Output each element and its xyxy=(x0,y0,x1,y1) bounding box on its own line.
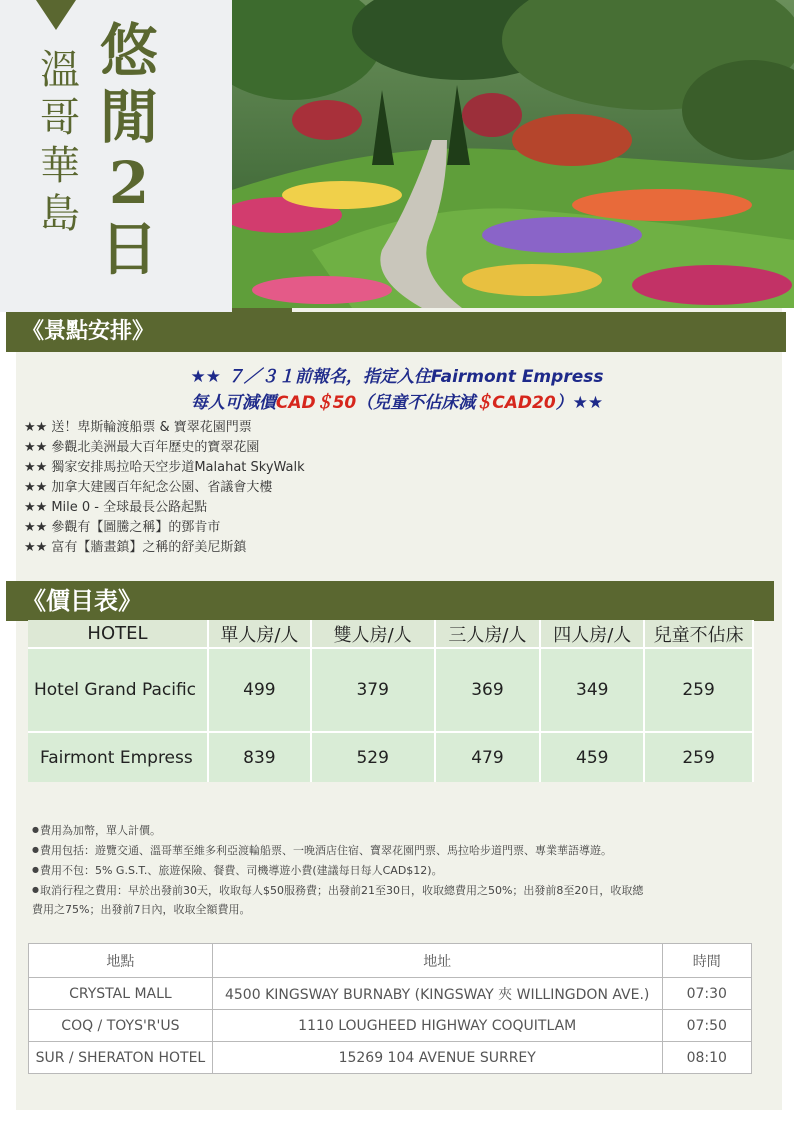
highlight-text: Mile 0 - 全球最長公路起點 xyxy=(51,500,208,515)
promo-line-2 xyxy=(0,390,794,416)
title-char: 悠 xyxy=(99,17,158,85)
highlight-text: 參觀北美洲最大百年歷史的寶翠花園 xyxy=(51,440,260,455)
column-header: HOTEL xyxy=(28,620,208,648)
promo-child-label: （兒童不佔床減 xyxy=(356,393,476,413)
price-cell: 529 xyxy=(311,732,435,782)
promo-discount-label: 每人可減價 xyxy=(190,393,276,413)
city-char: 哥 xyxy=(40,95,80,141)
list-item xyxy=(24,438,305,458)
star-icon: ★★ xyxy=(24,480,48,495)
pickup-time: 08:10 xyxy=(662,1042,751,1074)
column-header: 三人房/人 xyxy=(435,620,541,648)
highlight-text: 獨家安排馬拉哈天空步道Malahat SkyWalk xyxy=(51,460,305,475)
star-icon: ★★ xyxy=(24,440,48,455)
star-icon: ★★ xyxy=(24,520,48,535)
city-name-vertical xyxy=(36,46,84,238)
city-char: 島 xyxy=(40,191,80,237)
price-cell: 259 xyxy=(644,732,753,782)
pickup-address: 15269 104 AVENUE SURREY xyxy=(212,1042,662,1074)
price-table xyxy=(28,620,754,782)
table-header-row xyxy=(28,620,753,648)
notes-list xyxy=(32,820,772,919)
note-text: 取消行程之費用：早於出發前30天，收取每人$50服務費；出發前21至30日，收取總費用之50%；出發前8至20日，收取總 xyxy=(39,884,644,897)
star-icon: ★★ xyxy=(24,540,48,555)
column-header: 兒童不佔床 xyxy=(644,620,753,648)
title-char: 日 xyxy=(99,215,158,283)
bullet-icon: ● xyxy=(32,845,39,854)
bullet-icon: ● xyxy=(32,865,39,874)
table-row xyxy=(29,1010,752,1042)
pickup-table xyxy=(28,943,752,1074)
bullet-icon: ● xyxy=(32,885,39,894)
list-item xyxy=(32,900,772,919)
garden-photo xyxy=(232,0,794,308)
note-text: 費用之75%；出發前7日內，收取全額費用。 xyxy=(32,903,251,916)
bullet-icon: ● xyxy=(32,825,39,834)
star-icon: ★★ xyxy=(24,500,48,515)
title-char: 2 xyxy=(108,149,150,217)
table-row xyxy=(29,978,752,1010)
corner-triangle-icon xyxy=(36,0,76,30)
price-cell: 259 xyxy=(644,648,753,732)
promo-line-1 xyxy=(0,364,794,390)
star-icon: ★★ xyxy=(24,460,48,475)
promo-adult-discount: CAD＄50 xyxy=(275,393,357,413)
pickup-time: 07:50 xyxy=(662,1010,751,1042)
promo-line-1-text: ７／３１前報名，指定入住Fairmont Empress xyxy=(221,367,604,387)
pickup-address: 1110 LOUGHEED HIGHWAY COQUITLAM xyxy=(212,1010,662,1042)
pickup-location: COQ / TOYS'R'US xyxy=(29,1010,213,1042)
note-text: 費用為加幣，單人計價。 xyxy=(39,824,161,837)
pickup-location: SUR / SHERATON HOTEL xyxy=(29,1042,213,1074)
list-item xyxy=(32,840,772,860)
city-char: 溫 xyxy=(40,47,80,93)
highlight-text: 加拿大建國百年紀念公園、省議會大樓 xyxy=(51,480,273,495)
hotel-name: Fairmont Empress xyxy=(28,732,208,782)
price-cell: 839 xyxy=(208,732,311,782)
price-cell: 479 xyxy=(435,732,541,782)
city-char: 華 xyxy=(40,143,80,189)
tour-title-vertical xyxy=(96,18,162,282)
price-cell: 369 xyxy=(435,648,541,732)
column-header: 單人房/人 xyxy=(208,620,311,648)
star-icon: ★★ xyxy=(572,393,604,413)
attractions-section-bar: 《景點安排》 xyxy=(6,312,786,352)
price-cell: 379 xyxy=(311,648,435,732)
list-item xyxy=(32,820,772,840)
pickup-time: 07:30 xyxy=(662,978,751,1010)
list-item xyxy=(32,860,772,880)
list-item xyxy=(24,518,305,538)
column-header: 地址 xyxy=(212,944,662,978)
highlight-text: 富有【牆畫鎮】之稱的舒美尼斯鎮 xyxy=(51,540,247,555)
price-cell: 349 xyxy=(540,648,644,732)
table-row xyxy=(28,732,753,782)
star-icon: ★★ xyxy=(24,420,48,435)
list-item xyxy=(24,538,305,558)
price-list-section-bar: 《價目表》 xyxy=(6,581,774,621)
promo-banner xyxy=(0,364,794,416)
price-cell: 459 xyxy=(540,732,644,782)
promo-close-paren: ） xyxy=(555,393,573,413)
star-icon: ★★ xyxy=(190,367,222,387)
highlight-text: 送！卑斯輪渡船票 & 寶翠花園門票 xyxy=(51,420,252,435)
column-header: 時間 xyxy=(662,944,751,978)
pickup-address: 4500 KINGSWAY BURNABY (KINGSWAY 夾 WILLINGDON AVE.) xyxy=(212,978,662,1010)
table-row xyxy=(29,1042,752,1074)
list-item xyxy=(24,458,305,478)
hotel-name: Hotel Grand Pacific xyxy=(28,648,208,732)
highlight-text: 參觀有【圖騰之稱】的鄧肯市 xyxy=(51,520,221,535)
note-text: 費用不包：5% G.S.T.、旅遊保險、餐費、司機導遊小費(建議每日每人CAD$12)。 xyxy=(39,864,443,877)
highlights-list xyxy=(24,418,305,558)
list-item xyxy=(24,418,305,438)
price-cell: 499 xyxy=(208,648,311,732)
note-text: 費用包括：遊覽交通、溫哥華至維多利亞渡輪船票、一晚酒店住宿、寶翠花園門票、馬拉哈步道門票、專業華語導遊。 xyxy=(39,844,612,857)
list-item xyxy=(24,478,305,498)
column-header: 地點 xyxy=(29,944,213,978)
pickup-location: CRYSTAL MALL xyxy=(29,978,213,1010)
list-item xyxy=(24,498,305,518)
list-item xyxy=(32,880,772,900)
table-header-row xyxy=(29,944,752,978)
column-header: 四人房/人 xyxy=(540,620,644,648)
column-header: 雙人房/人 xyxy=(311,620,435,648)
table-row xyxy=(28,648,753,732)
promo-child-discount: ＄CAD20 xyxy=(475,393,556,413)
title-char: 閒 xyxy=(99,83,158,151)
header xyxy=(0,0,794,312)
